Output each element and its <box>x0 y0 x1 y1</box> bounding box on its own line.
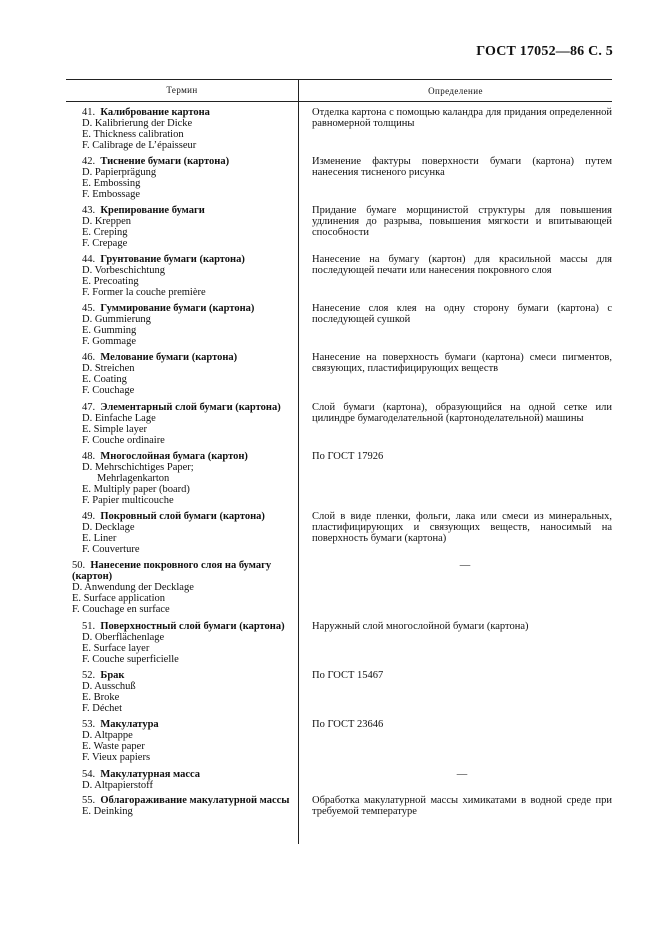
term-translation: E. Simple layer <box>82 424 148 435</box>
term-heading <box>82 769 292 780</box>
term-heading <box>82 719 292 730</box>
term-heading <box>82 511 292 522</box>
term-translation: E. Creping <box>82 227 128 238</box>
term-name: Поверхностный слой бумаги (картона) <box>100 621 285 632</box>
definition-cell: Придание бумаге морщинистой структуры для повышения удлинения до разрыва, повышения мягкости и впитывающей способности <box>312 205 612 238</box>
term-name: Нанесение покровного слоя на бумагу (картон) <box>72 560 272 582</box>
term-number: 47. <box>82 402 96 413</box>
term-cell <box>66 107 292 151</box>
term-translation: D. Altpappe <box>82 730 133 741</box>
definition-cell: Отделка картона с помощью каландра для придания определенной равномерной толщины <box>312 107 612 129</box>
term-name: Мелование бумаги (картона) <box>100 352 238 363</box>
term-name: Покровный слой бумаги (картона) <box>100 511 265 522</box>
table-row <box>66 621 612 665</box>
table-row <box>66 303 612 347</box>
term-translation: F. Embossage <box>82 189 141 200</box>
term-cell <box>66 451 292 506</box>
term-translation: D. Oberflächenlage <box>82 632 165 643</box>
term-cell <box>66 670 292 714</box>
term-number: 51. <box>82 621 96 632</box>
term-name: Калибрование картона <box>100 107 210 118</box>
table-row <box>66 156 612 200</box>
column-header-definition: Определение <box>428 85 483 96</box>
term-heading <box>82 205 292 216</box>
term-cell <box>66 303 292 347</box>
table-row <box>66 719 612 763</box>
definition-cell: Изменение фактуры поверхности бумаги (картона) путем нанесения тисненого рисунка <box>312 156 612 178</box>
term-cell <box>66 511 292 555</box>
table-row <box>66 769 612 791</box>
term-cell <box>66 621 292 665</box>
term-cell <box>66 205 292 249</box>
term-number: 41. <box>82 107 96 118</box>
table-row <box>66 205 612 249</box>
term-name: Крепирование бумаги <box>100 205 205 216</box>
term-translation: F. Papier multicouche <box>82 495 174 506</box>
term-translation: E. Coating <box>82 374 127 385</box>
term-number: 45. <box>82 303 96 314</box>
term-number: 49. <box>82 511 96 522</box>
definition-cell: — <box>456 769 468 780</box>
definition-cell: Слой бумаги (картона), образующийся на одной сетке или цилиндре бумагоделательной (картоноделательной) машины <box>312 402 612 424</box>
term-number: 54. <box>82 769 96 780</box>
definition-cell: По ГОСТ 23646 <box>312 719 384 730</box>
term-heading <box>82 107 292 118</box>
table-row <box>66 795 612 817</box>
term-number: 46. <box>82 352 96 363</box>
term-translation: D. Gummierung <box>82 314 151 325</box>
definition-cell: Нанесение слоя клея на одну сторону бумаги (картона) с последующей сушкой <box>312 303 612 325</box>
term-translation: E. Deinking <box>82 806 133 817</box>
term-translation: D. Kreppen <box>82 216 131 227</box>
term-translation: F. Gommage <box>82 336 136 347</box>
table-row <box>66 451 612 506</box>
term-cell <box>66 560 298 615</box>
term-cell <box>66 254 292 298</box>
term-translation: D. Vorbeschichtung <box>82 265 166 276</box>
term-translation: D. Einfache Lage <box>82 413 156 424</box>
term-translation: E. Surface application <box>72 593 166 604</box>
term-translation: D. Decklage <box>82 522 135 533</box>
definition-cell: По ГОСТ 17926 <box>312 451 384 462</box>
term-heading <box>82 156 292 167</box>
table-row <box>66 352 612 396</box>
term-translation: D. Papierprägung <box>82 167 157 178</box>
table-row <box>66 107 612 151</box>
term-cell <box>66 719 292 763</box>
term-number: 52. <box>82 670 96 681</box>
term-translation: D. Ausschuß <box>82 681 136 692</box>
term-translation: F. Couche superficielle <box>82 654 179 665</box>
term-number: 42. <box>82 156 96 167</box>
term-translation: F. Couchage en surface <box>72 604 170 615</box>
term-heading <box>60 560 298 582</box>
term-translation: D. Anwendung der Decklage <box>72 582 194 593</box>
term-translation: D. Mehrschichtiges Paper; <box>82 462 194 473</box>
term-translation: E. Broke <box>82 692 120 703</box>
term-name: Тиснение бумаги (картона) <box>100 156 230 167</box>
term-cell <box>66 156 292 200</box>
term-translation: F. Vieux papiers <box>82 752 151 763</box>
term-cell <box>66 402 292 446</box>
definition-cell: Слой в виде пленки, фольги, лака или смеси из минеральных, пластифицирующих и связующих веществ, наносимый на поверхность бумаги (картона) <box>312 511 612 544</box>
term-name: Макулатурная масса <box>100 769 201 780</box>
term-number: 48. <box>82 451 96 462</box>
term-number: 50. <box>72 560 86 571</box>
definition-cell: Нанесение на поверхность бумаги (картона) смеси пигментов, связующих, пластифицирующих веществ <box>312 352 612 374</box>
definition-cell: По ГОСТ 15467 <box>312 670 384 681</box>
term-translation: Mehrlagenkarton <box>97 473 170 484</box>
terms-table <box>66 79 612 817</box>
term-translation: E. Waste paper <box>82 741 145 752</box>
term-number: 44. <box>82 254 96 265</box>
table-row <box>66 560 612 615</box>
term-heading <box>82 303 292 314</box>
term-translation: E. Thickness calibration <box>82 129 184 140</box>
table-row <box>66 511 612 555</box>
definition-cell: Обработка макулатурной массы химикатами в водной среде при требуемой температуре <box>312 795 612 817</box>
term-translation: F. Crepage <box>82 238 128 249</box>
term-heading <box>82 670 292 681</box>
term-translation: D. Altpapierstoff <box>82 780 153 791</box>
term-translation: D. Streichen <box>82 363 135 374</box>
term-translation: F. Déchet <box>82 703 122 714</box>
term-heading <box>82 451 292 462</box>
term-translation: F. Couchage <box>82 385 135 396</box>
definition-cell: Нанесение на бумагу (картон) для красильной массы для последующей печати или нанесения покровного слоя <box>312 254 612 276</box>
term-name: Многослойная бумага (картон) <box>100 451 248 462</box>
term-number: 43. <box>82 205 96 216</box>
term-heading <box>82 795 292 806</box>
table-header <box>66 79 612 102</box>
term-translation: E. Multiply paper (board) <box>82 484 190 495</box>
term-translation: F. Couche ordinaire <box>82 435 165 446</box>
term-name: Гуммирование бумаги (картона) <box>100 303 255 314</box>
term-translation: D. Kalibrierung der Dicke <box>82 118 193 129</box>
term-heading <box>82 352 292 363</box>
table-row <box>66 402 612 446</box>
term-translation: F. Former la couche première <box>82 287 206 298</box>
term-name: Облагораживание макулатурной массы <box>100 795 290 806</box>
term-translation: E. Embossing <box>82 178 141 189</box>
term-translation: E. Surface layer <box>82 643 150 654</box>
term-name: Элементарный слой бумаги (картона) <box>100 402 281 413</box>
page-header: ГОСТ 17052—86 С. 5 <box>476 44 613 59</box>
term-name: Брак <box>100 670 125 681</box>
term-cell <box>66 769 292 791</box>
term-number: 53. <box>82 719 96 730</box>
term-heading <box>82 254 292 265</box>
term-translation: E. Precoating <box>82 276 139 287</box>
term-translation: E. Gumming <box>82 325 137 336</box>
definition-cell: Наружный слой многослойной бумаги (картона) <box>312 621 529 632</box>
term-translation: E. Liner <box>82 533 117 544</box>
term-name: Макулатура <box>100 719 159 730</box>
term-cell <box>66 352 292 396</box>
definition-cell: — <box>459 560 471 571</box>
term-translation: F. Couverture <box>82 544 140 555</box>
term-name: Грунтование бумаги (картона) <box>100 254 245 265</box>
term-cell <box>66 795 292 817</box>
term-heading <box>82 402 292 413</box>
column-header-term: Термин <box>66 80 299 101</box>
term-heading <box>82 621 292 632</box>
term-translation: F. Calibrage de L’épaisseur <box>82 140 197 151</box>
table-row <box>66 254 612 298</box>
table-row <box>66 670 612 714</box>
term-number: 55. <box>82 795 96 806</box>
